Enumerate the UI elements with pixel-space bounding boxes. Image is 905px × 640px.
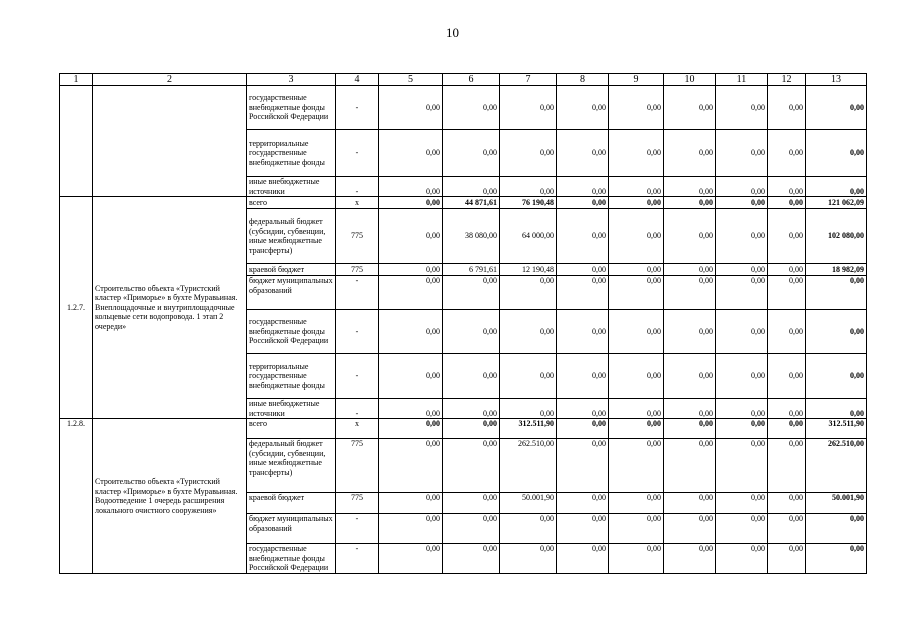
column-header: 9 <box>609 74 664 86</box>
value-cell: 0,00 <box>443 310 500 354</box>
value-cell: 0,00 <box>557 130 609 177</box>
value-cell: 0,00 <box>716 130 768 177</box>
value-cell: 0,00 <box>379 276 443 310</box>
value-cell: 0,00 <box>500 354 557 399</box>
item-name-cell: Строительство объекта «Туристский кластер «Приморье» в бухте Муравьиная. Внеплощадочные и внутриплощадочные кольцевые сети водопровода. 1 этап 2 очереди» <box>93 197 247 419</box>
value-cell: 0,00 <box>609 544 664 574</box>
value-cell: 0,00 <box>664 177 716 197</box>
value-cell: 44 871,61 <box>443 197 500 209</box>
value-cell: 0,00 <box>557 209 609 264</box>
value-cell: 0,00 <box>557 276 609 310</box>
value-cell: 0,00 <box>609 209 664 264</box>
budget-code-cell: 775 <box>336 493 379 514</box>
item-number-cell: 1.2.7. <box>60 197 93 419</box>
value-cell: 64 000,00 <box>500 209 557 264</box>
value-cell: 0,00 <box>443 177 500 197</box>
value-cell: 0,00 <box>557 399 609 419</box>
value-cell: 0,00 <box>557 439 609 493</box>
value-cell: 0,00 <box>500 310 557 354</box>
column-header: 11 <box>716 74 768 86</box>
funding-source-cell: всего <box>247 197 336 209</box>
value-cell: 0,00 <box>768 354 806 399</box>
value-cell: 0,00 <box>609 130 664 177</box>
column-header: 1 <box>60 74 93 86</box>
funding-source-cell: бюджет муниципальных образований <box>247 514 336 544</box>
value-cell: 0,00 <box>379 514 443 544</box>
value-cell: 0,00 <box>716 197 768 209</box>
value-cell: 0,00 <box>557 514 609 544</box>
value-cell: 0,00 <box>443 130 500 177</box>
value-cell: 0,00 <box>443 493 500 514</box>
value-cell: 0,00 <box>768 493 806 514</box>
value-cell: 0,00 <box>379 354 443 399</box>
column-header: 2 <box>93 74 247 86</box>
value-cell: 0,00 <box>379 544 443 574</box>
value-cell: 0,00 <box>443 439 500 493</box>
funding-source-cell: территориальные государственные внебюджетные фонды <box>247 354 336 399</box>
value-cell: 0,00 <box>716 514 768 544</box>
value-cell: 0,00 <box>557 493 609 514</box>
value-cell: 0,00 <box>664 197 716 209</box>
total-value-cell: 0,00 <box>806 130 867 177</box>
funding-source-cell: государственные внебюджетные фонды Российской Федерации <box>247 310 336 354</box>
total-value-cell: 262.510,00 <box>806 439 867 493</box>
value-cell: 0,00 <box>716 310 768 354</box>
budget-code-cell: - <box>336 130 379 177</box>
budget-code-cell: - <box>336 86 379 130</box>
column-header: 7 <box>500 74 557 86</box>
value-cell: 6 791,61 <box>443 264 500 276</box>
value-cell: 0,00 <box>443 354 500 399</box>
value-cell: 0,00 <box>768 130 806 177</box>
column-header: 8 <box>557 74 609 86</box>
value-cell: 0,00 <box>768 264 806 276</box>
value-cell: 0,00 <box>664 276 716 310</box>
value-cell: 0,00 <box>609 439 664 493</box>
value-cell: 312.511,90 <box>500 419 557 439</box>
value-cell: 0,00 <box>664 310 716 354</box>
value-cell: 0,00 <box>557 544 609 574</box>
funding-source-cell: иные внебюджетные источники <box>247 399 336 419</box>
value-cell: 0,00 <box>557 310 609 354</box>
column-header: 5 <box>379 74 443 86</box>
budget-code-cell: 775 <box>336 264 379 276</box>
value-cell: 0,00 <box>557 197 609 209</box>
value-cell: 0,00 <box>664 354 716 399</box>
value-cell: 0,00 <box>379 177 443 197</box>
value-cell: 0,00 <box>609 419 664 439</box>
budget-table <box>59 73 867 574</box>
value-cell: 0,00 <box>768 399 806 419</box>
value-cell: 0,00 <box>557 419 609 439</box>
value-cell: 0,00 <box>500 276 557 310</box>
table-row <box>60 197 867 209</box>
value-cell: 0,00 <box>716 419 768 439</box>
total-value-cell: 0,00 <box>806 177 867 197</box>
value-cell: 0,00 <box>664 514 716 544</box>
total-value-cell: 18 982,09 <box>806 264 867 276</box>
budget-table-body <box>60 74 867 574</box>
value-cell: 0,00 <box>379 419 443 439</box>
value-cell: 0,00 <box>379 264 443 276</box>
value-cell: 0,00 <box>500 130 557 177</box>
total-value-cell: 0,00 <box>806 310 867 354</box>
column-header: 6 <box>443 74 500 86</box>
value-cell: 0,00 <box>557 177 609 197</box>
value-cell: 0,00 <box>443 86 500 130</box>
value-cell: 0,00 <box>609 276 664 310</box>
budget-code-cell: - <box>336 310 379 354</box>
value-cell: 0,00 <box>609 354 664 399</box>
value-cell: 0,00 <box>443 419 500 439</box>
item-number-cell <box>60 86 93 197</box>
value-cell: 0,00 <box>379 399 443 419</box>
column-header: 12 <box>768 74 806 86</box>
value-cell: 0,00 <box>379 130 443 177</box>
value-cell: 0,00 <box>768 276 806 310</box>
funding-source-cell: бюджет муниципальных образований <box>247 276 336 310</box>
value-cell: 0,00 <box>768 310 806 354</box>
value-cell: 38 080,00 <box>443 209 500 264</box>
item-name-cell: Строительство объекта «Туристский кластер «Приморье» в бухте Муравьиная. Водоотведение 1 очередь расширения локального очистного сооружения» <box>93 419 247 574</box>
value-cell: 0,00 <box>500 399 557 419</box>
funding-source-cell: краевой бюджет <box>247 264 336 276</box>
value-cell: 0,00 <box>716 209 768 264</box>
total-value-cell: 121 062,09 <box>806 197 867 209</box>
value-cell: 0,00 <box>379 310 443 354</box>
funding-source-cell: федеральный бюджет (субсидии, субвенции, иные межбюджетные трансферты) <box>247 209 336 264</box>
value-cell: 0,00 <box>768 439 806 493</box>
total-value-cell: 0,00 <box>806 399 867 419</box>
value-cell: 0,00 <box>664 209 716 264</box>
value-cell: 0,00 <box>768 177 806 197</box>
budget-code-cell: - <box>336 354 379 399</box>
total-value-cell: 0,00 <box>806 514 867 544</box>
table-row <box>60 419 867 439</box>
column-header-row <box>60 74 867 86</box>
value-cell: 0,00 <box>716 86 768 130</box>
value-cell: 0,00 <box>716 264 768 276</box>
value-cell: 0,00 <box>664 544 716 574</box>
value-cell: 0,00 <box>716 177 768 197</box>
total-value-cell: 0,00 <box>806 276 867 310</box>
value-cell: 50.001,90 <box>500 493 557 514</box>
value-cell: 0,00 <box>557 354 609 399</box>
funding-source-cell: федеральный бюджет (субсидии, субвенции, иные межбюджетные трансферты) <box>247 439 336 493</box>
budget-code-cell: 775 <box>336 439 379 493</box>
value-cell: 0,00 <box>664 130 716 177</box>
value-cell: 0,00 <box>664 493 716 514</box>
funding-source-cell: территориальные государственные внебюджетные фонды <box>247 130 336 177</box>
value-cell: 0,00 <box>609 514 664 544</box>
value-cell: 0,00 <box>379 439 443 493</box>
value-cell: 0,00 <box>557 86 609 130</box>
value-cell: 0,00 <box>379 197 443 209</box>
funding-source-cell: государственные внебюджетные фонды Российской Федерации <box>247 544 336 574</box>
funding-source-cell: государственные внебюджетные фонды Российской Федерации <box>247 86 336 130</box>
value-cell: 0,00 <box>609 493 664 514</box>
column-header: 4 <box>336 74 379 86</box>
budget-code-cell: - <box>336 544 379 574</box>
total-value-cell: 102 080,00 <box>806 209 867 264</box>
value-cell: 0,00 <box>379 209 443 264</box>
value-cell: 0,00 <box>500 177 557 197</box>
value-cell: 0,00 <box>716 276 768 310</box>
value-cell: 0,00 <box>768 86 806 130</box>
item-number-cell: 1.2.8. <box>60 419 93 574</box>
value-cell: 12 190,48 <box>500 264 557 276</box>
page-number: 10 <box>446 25 459 40</box>
funding-source-cell: краевой бюджет <box>247 493 336 514</box>
column-header: 13 <box>806 74 867 86</box>
value-cell: 0,00 <box>379 493 443 514</box>
value-cell: 0,00 <box>716 354 768 399</box>
total-value-cell: 312.511,90 <box>806 419 867 439</box>
value-cell: 76 190,48 <box>500 197 557 209</box>
budget-code-cell: - <box>336 399 379 419</box>
budget-code-cell: 775 <box>336 209 379 264</box>
value-cell: 0,00 <box>768 544 806 574</box>
total-value-cell: 0,00 <box>806 86 867 130</box>
value-cell: 0,00 <box>716 544 768 574</box>
value-cell: 0,00 <box>768 514 806 544</box>
budget-code-cell: - <box>336 276 379 310</box>
value-cell: 0,00 <box>609 399 664 419</box>
funding-source-cell: иные внебюджетные источники <box>247 177 336 197</box>
value-cell: 0,00 <box>716 439 768 493</box>
value-cell: 262.510,00 <box>500 439 557 493</box>
value-cell: 0,00 <box>716 399 768 419</box>
budget-code-cell: - <box>336 514 379 544</box>
column-header: 3 <box>247 74 336 86</box>
value-cell: 0,00 <box>557 264 609 276</box>
value-cell: 0,00 <box>664 439 716 493</box>
budget-code-cell: х <box>336 197 379 209</box>
value-cell: 0,00 <box>379 86 443 130</box>
value-cell: 0,00 <box>664 86 716 130</box>
column-header: 10 <box>664 74 716 86</box>
item-name-cell <box>93 86 247 197</box>
value-cell: 0,00 <box>664 264 716 276</box>
funding-source-cell: всего <box>247 419 336 439</box>
budget-code-cell: - <box>336 177 379 197</box>
value-cell: 0,00 <box>768 197 806 209</box>
value-cell: 0,00 <box>609 177 664 197</box>
value-cell: 0,00 <box>609 197 664 209</box>
value-cell: 0,00 <box>664 419 716 439</box>
value-cell: 0,00 <box>609 310 664 354</box>
value-cell: 0,00 <box>500 514 557 544</box>
total-value-cell: 0,00 <box>806 354 867 399</box>
total-value-cell: 0,00 <box>806 544 867 574</box>
value-cell: 0,00 <box>716 493 768 514</box>
total-value-cell: 50.001,90 <box>806 493 867 514</box>
value-cell: 0,00 <box>443 276 500 310</box>
table-row <box>60 86 867 130</box>
value-cell: 0,00 <box>609 86 664 130</box>
value-cell: 0,00 <box>500 544 557 574</box>
value-cell: 0,00 <box>609 264 664 276</box>
value-cell: 0,00 <box>768 419 806 439</box>
value-cell: 0,00 <box>443 544 500 574</box>
value-cell: 0,00 <box>443 514 500 544</box>
value-cell: 0,00 <box>664 399 716 419</box>
value-cell: 0,00 <box>443 399 500 419</box>
value-cell: 0,00 <box>768 209 806 264</box>
value-cell: 0,00 <box>500 86 557 130</box>
budget-code-cell: х <box>336 419 379 439</box>
